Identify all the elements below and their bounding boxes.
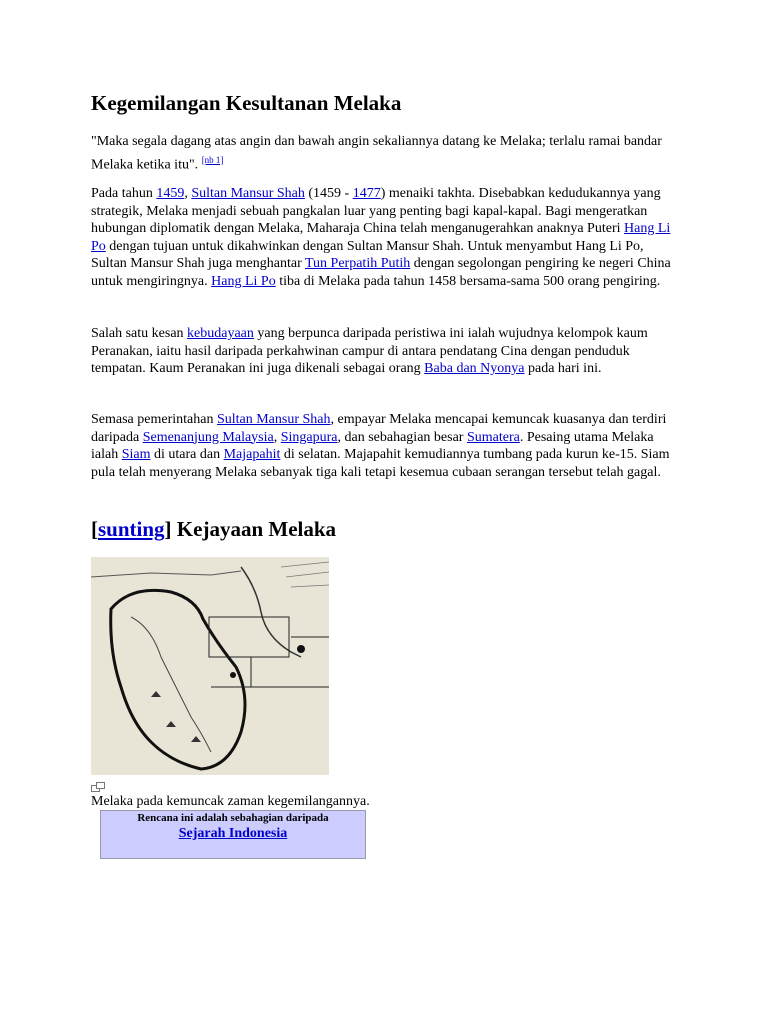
page-title: Kegemilangan Kesultanan Melaka xyxy=(91,91,402,115)
link-tun-perpatih-putih[interactable]: Tun Perpatih Putih xyxy=(305,256,411,271)
quote-paragraph xyxy=(91,133,681,174)
section-title: Kejayaan Melaka xyxy=(171,517,337,541)
image-caption: Melaka pada kemuncak zaman kegemilangannya. xyxy=(91,794,370,809)
link-hang-li-po-2[interactable]: Hang Li Po xyxy=(211,273,276,289)
text: Pada tahun xyxy=(91,186,157,201)
section-heading xyxy=(91,516,336,542)
navbox-title: Rencana ini adalah sebahagian daripada xyxy=(137,812,329,824)
link-sumatera[interactable]: Sumatera xyxy=(466,429,520,445)
bracket: [ xyxy=(91,517,98,541)
series-navbox xyxy=(100,810,366,859)
text: yang berpunca daripada peristiwa ini ialah wujudnya kelompok kaum Peranakan, iaitu hasil daripada perkahwinan campur di antara pendatang Cina dengan penduduk tempatan. Kaum Peranakan ini juga dikenali sebagai orang xyxy=(91,326,648,376)
text: ) menaiki takhta. Disebabkan kedudukannya yang strategik, Melaka menjadi sebuah pangkalan luar yang penting bagi kapal-kapal. Bagi mengeratkan hubungan diplomatik dengan Melaka, Maharaja China telah menganugerahkan anaknya Puteri xyxy=(91,186,661,236)
text: (1459 - xyxy=(304,186,353,201)
link-hang-li-po[interactable]: Hang Li Po xyxy=(91,221,671,254)
link-baba-dan-nyonya[interactable]: Baba dan Nyonya xyxy=(424,361,525,376)
text: dengan segolongan pengiring ke negeri China untuk mengiringnya. xyxy=(91,256,671,289)
edit-section-link[interactable]: sunting xyxy=(98,517,165,541)
text: , empayar Melaka mencapai kemuncak kuasanya dan terdiri daripada xyxy=(91,412,667,445)
text: dengan tujuan untuk dikahwinkan dengan Sultan Mansur Shah. Untuk menyambut Hang Li Po, Sultan Mansur Shah juga menghantar xyxy=(91,238,644,271)
text: , dan sebahagian besar xyxy=(337,429,467,445)
link-singapura[interactable]: Singapura xyxy=(280,429,338,445)
text: di selatan. Majapahit kemudiannya tumbang pada kurun ke-15. Siam pula telah menyerang Melaka sebanyak tiga kali tetapi kesemua cubaan serangan tersebut telah gagal. xyxy=(91,447,670,480)
historical-map-image[interactable] xyxy=(91,557,329,775)
link-siam[interactable]: Siam xyxy=(121,447,151,462)
paragraph-3 xyxy=(91,411,681,481)
footnote-link[interactable]: [nb 1] xyxy=(201,154,224,165)
paragraph-2 xyxy=(91,325,681,378)
enlarge-icon[interactable] xyxy=(91,782,105,792)
link-1459[interactable]: 1459 xyxy=(156,186,185,201)
link-kebudayaan[interactable]: kebudayaan xyxy=(187,326,254,341)
text: pada hari ini. xyxy=(524,361,602,376)
article-content xyxy=(91,90,681,841)
text: Semasa pemerintahan xyxy=(91,412,217,427)
link-sultan-mansur-shah[interactable]: Sultan Mansur Shah xyxy=(191,186,305,201)
text: tiba di Melaka pada tahun 1458 bersama-sama 500 orang pengiring. xyxy=(275,273,661,289)
quote-text: "Maka segala dagang atas angin dan bawah angin sekaliannya datang ke Melaka; terlalu ramai bandar Melaka ketika itu". xyxy=(91,134,662,173)
text: , xyxy=(273,429,281,445)
link-semenanjung-malaysia[interactable]: Semenanjung Malaysia xyxy=(142,429,274,445)
text: Salah satu kesan xyxy=(91,326,188,341)
navbox-link-sejarah-indonesia[interactable]: Sejarah Indonesia xyxy=(178,826,288,841)
link-sultan-mansur-shah-2[interactable]: Sultan Mansur Shah xyxy=(216,412,331,427)
bracket: ] xyxy=(164,517,172,541)
text: . Pesaing utama Melaka ialah xyxy=(91,429,654,462)
paragraph-1 xyxy=(91,185,681,290)
text: di utara dan xyxy=(150,447,224,462)
text: , xyxy=(184,186,192,201)
link-majapahit[interactable]: Majapahit xyxy=(223,447,281,462)
link-1477[interactable]: 1477 xyxy=(352,186,381,201)
